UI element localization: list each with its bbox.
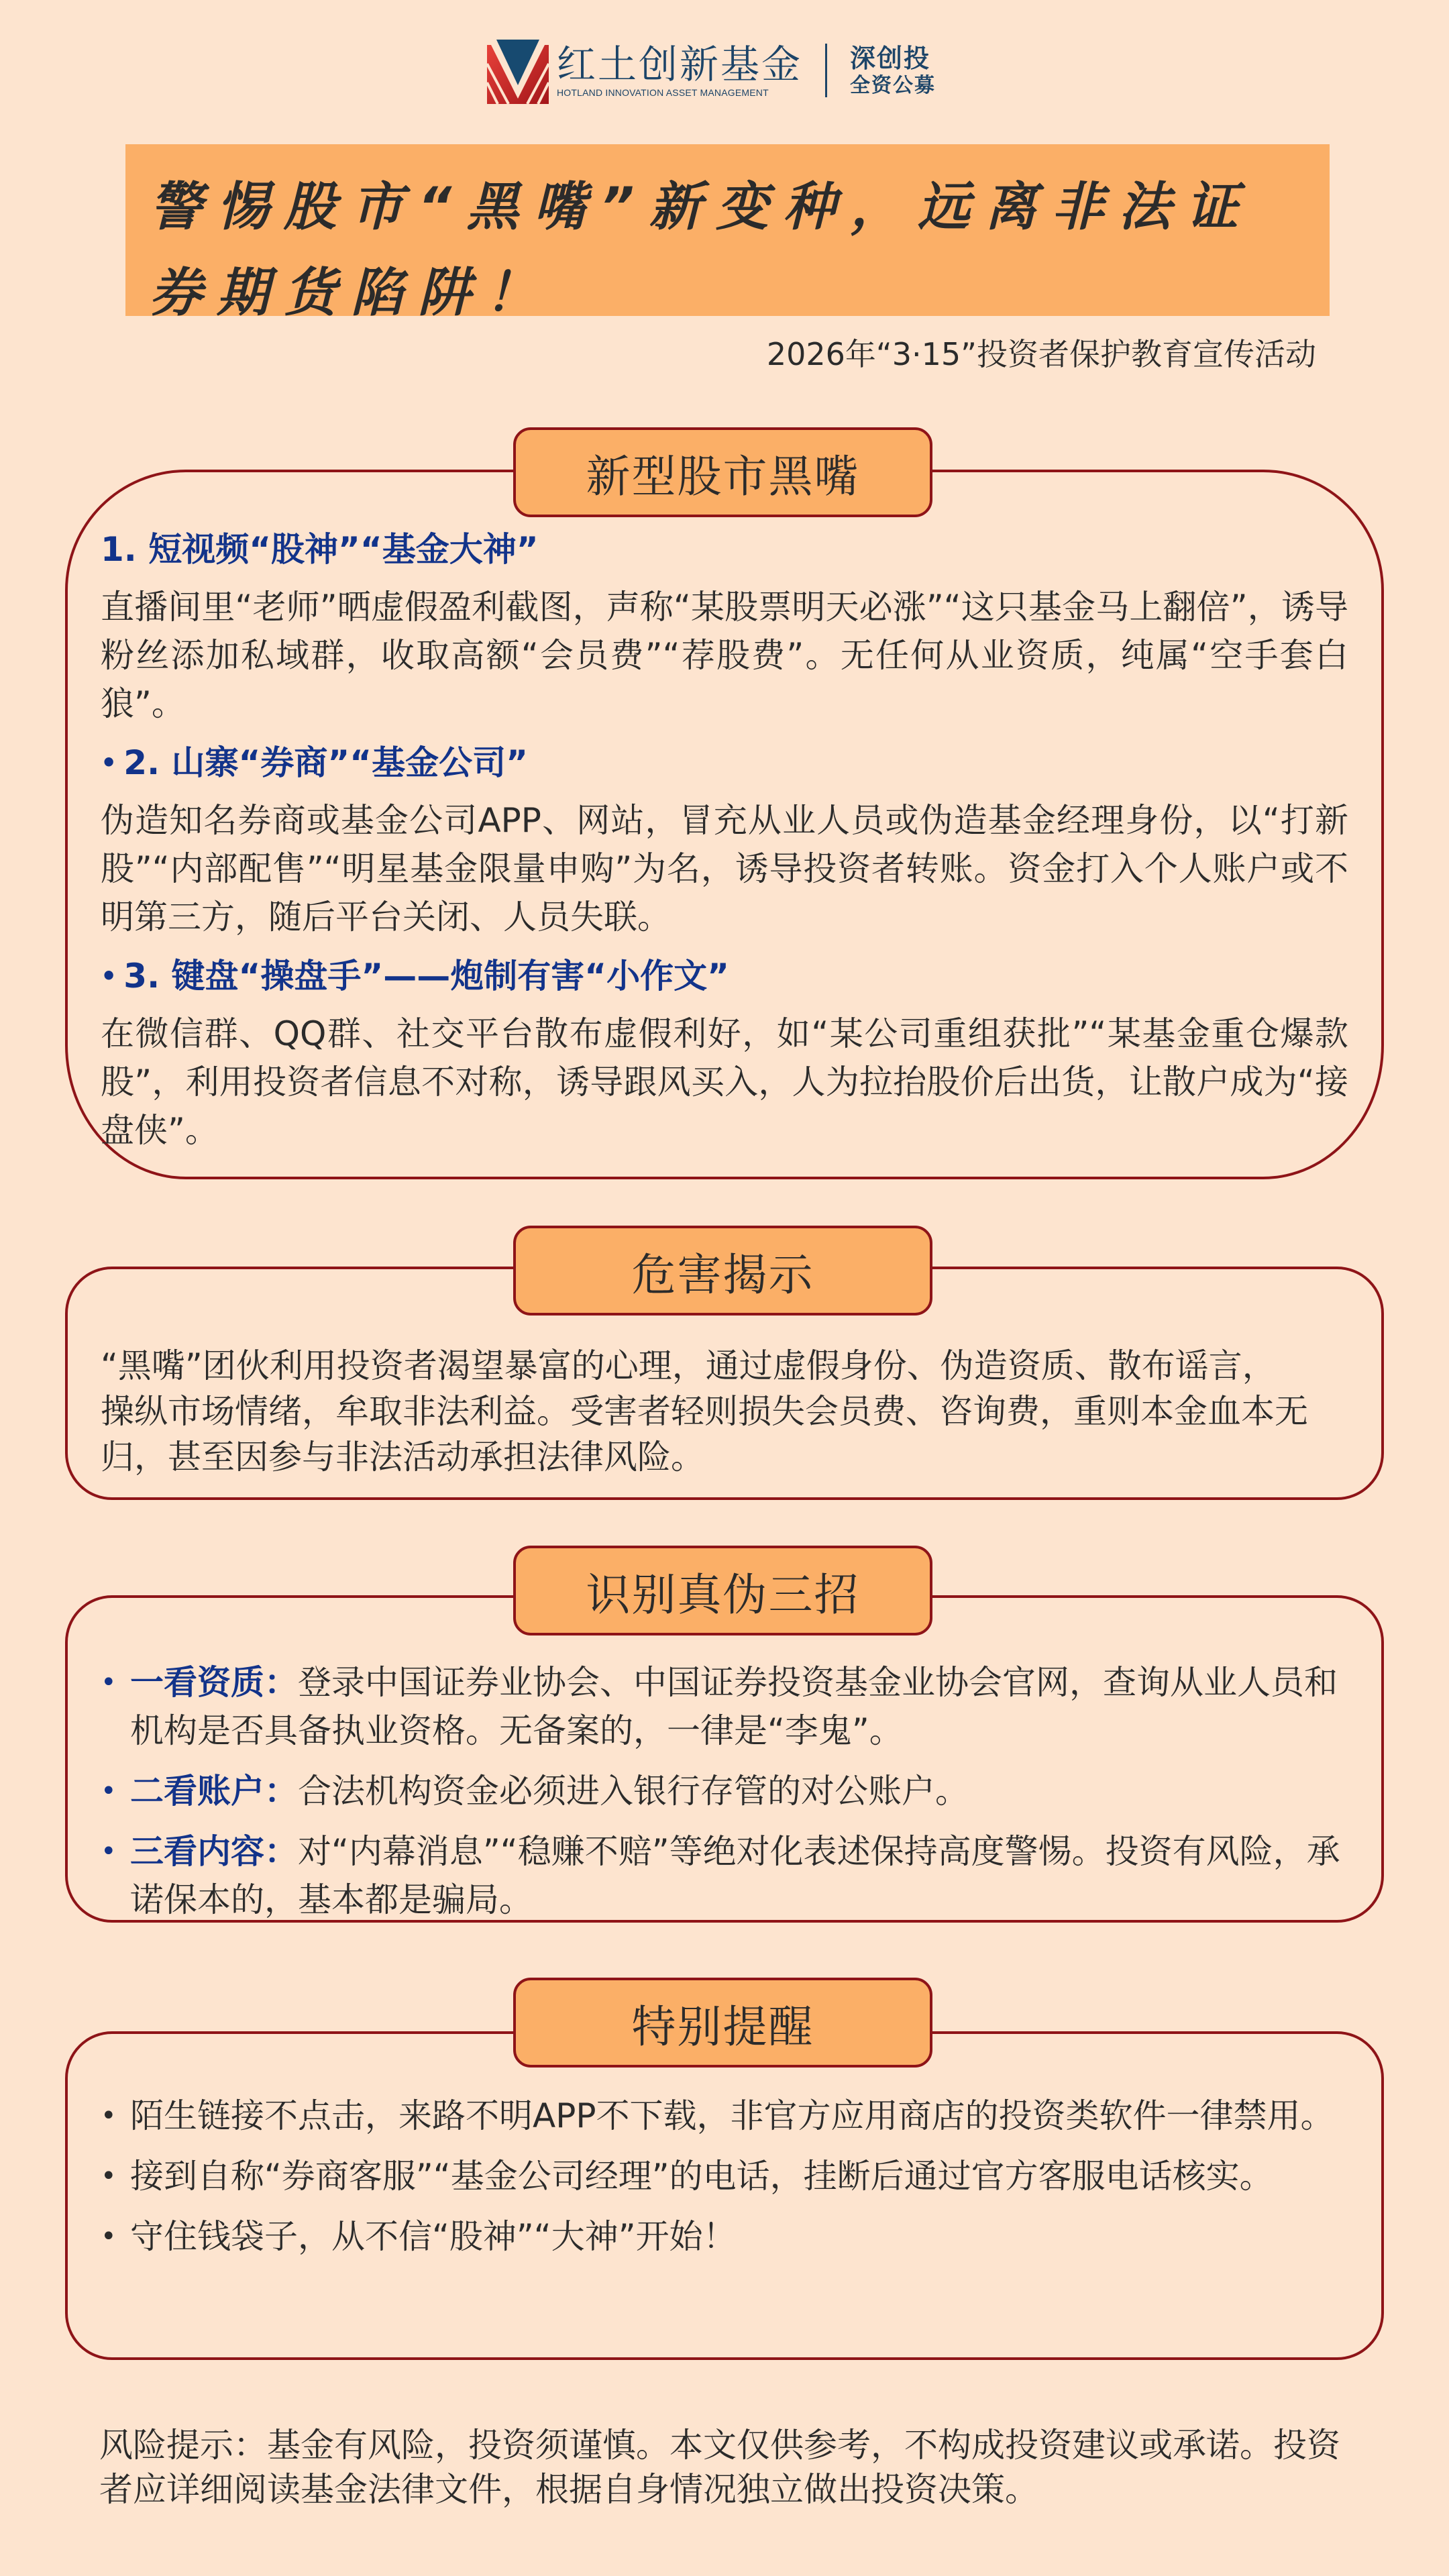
paragraph-fake-broker: 伪造知名券商或基金公司APP、网站，冒充从业人员或伪造基金经理身份，以“打新股”“内部配售”“明星基金限量申购”为名，诱导投资者转账。资金打入个人账户或不明第三方，随后平台关闭、人员失联。 <box>101 801 1348 936</box>
partner-tagline: 全资公募 <box>850 74 936 97</box>
bullet-icon: • <box>101 748 117 777</box>
brand-logo <box>487 34 970 107</box>
bullet-icon: • <box>101 2221 117 2252</box>
tip-lead: 一看资质： <box>130 1663 298 1702</box>
tip-item-qualification <box>101 1658 1342 1755</box>
section-identify-content <box>101 1658 1342 1936</box>
section-reminder-content <box>101 2092 1342 2273</box>
section-new-blackmouth-title: 新型股市黑嘴 <box>513 427 932 517</box>
bullet-icon: • <box>101 1667 117 1698</box>
tip-item-content <box>101 1827 1342 1924</box>
subhead-fake-broker: • 2. 山寨“券商”“基金公司” <box>101 739 1348 787</box>
paragraph-keyboard-trader: 在微信群、QQ群、社交平台散布虚假利好，如“某公司重组获批”“某基金重仓爆款股”，利用投资者信息不对称，诱导跟风买入，人为拉抬股价后出货，让散户成为“接盘侠”。 <box>101 1014 1348 1150</box>
page-title: 警惕股市“黑嘴”新变种，远离非法证券期货陷阱！ <box>150 177 1253 323</box>
logo-divider <box>825 44 827 97</box>
title-banner <box>125 144 1330 323</box>
partner-name: 深创投 <box>850 44 931 73</box>
bullet-icon: • <box>101 1836 117 1867</box>
campaign-subtitle: 2026年“3·15”投资者保护教育宣传活动 <box>766 336 1316 372</box>
hotland-logo-icon <box>487 37 549 104</box>
section-identify-title: 识别真伪三招 <box>513 1546 932 1635</box>
brand-name-cn: 红土创新基金 <box>557 42 803 87</box>
tip-text: 对“内幕消息”“稳赚不赔”等绝对化表述保持高度警惕。投资有风险，承诺保本的，基本都是骗局。 <box>130 1832 1340 1919</box>
bullet-icon: • <box>101 961 117 991</box>
paragraph-short-video: 直播间里“老师”晒虚假盈利截图，声称“某股票明天必涨”“这只基金马上翻倍”，诱导粉丝添加私域群，收取高额“会员费”“荐股费”。无任何从业资质，纯属“空手套白狼”。 <box>101 588 1348 723</box>
reminder-item-wallet: • 守住钱袋子，从不信“股神”“大神”开始！ <box>101 2212 1342 2261</box>
risk-disclaimer: 风险提示：基金有风险，投资须谨慎。本文仅供参考，不构成投资建议或承诺。投资者应详细阅读基金法律文件，根据自身情况独立做出投资决策。 <box>99 2426 1340 2509</box>
bullet-icon: • <box>101 2100 117 2131</box>
brand-name-en: HOTLAND INNOVATION ASSET MANAGEMENT <box>557 87 769 98</box>
reminder-item-links: • 陌生链接不点击，来路不明APP不下载，非官方应用商店的投资类软件一律禁用。 <box>101 2092 1342 2140</box>
section-harm-content: “黑嘴”团伙利用投资者渴望暴富的心理，通过虚假身份、伪造资质、散布谣言，操纵市场情绪，牟取非法利益。受害者轻则损失会员费、咨询费，重则本金血本无归，甚至因参与非法活动承担法律风险。 <box>101 1346 1308 1477</box>
tip-text: 合法机构资金必须进入银行存管的对公账户。 <box>298 1772 969 1811</box>
tip-lead: 三看内容： <box>130 1832 298 1871</box>
section-new-blackmouth-content <box>101 525 1348 1165</box>
tip-text: 登录中国证券业协会、中国证券投资基金业协会官网，查询从业人员和机构是否具备执业资格。无备案的，一律是“李鬼”。 <box>130 1663 1338 1750</box>
bullet-icon: • <box>101 2161 117 2192</box>
section-reminder-title: 特别提醒 <box>513 1978 932 2068</box>
tip-item-account <box>101 1767 1342 1815</box>
subhead-short-video: 1. 短视频“股神”“基金大神” <box>101 530 539 569</box>
subhead-keyboard-trader: • 3. 键盘“操盘手”——炮制有害“小作文” <box>101 952 1348 1000</box>
tip-lead: 二看账户： <box>130 1772 298 1811</box>
bullet-icon: • <box>101 1776 117 1807</box>
reminder-item-calls: • 接到自称“券商客服”“基金公司经理”的电话，挂断后通过官方客服电话核实。 <box>101 2152 1342 2200</box>
section-harm-title: 危害揭示 <box>513 1226 932 1316</box>
